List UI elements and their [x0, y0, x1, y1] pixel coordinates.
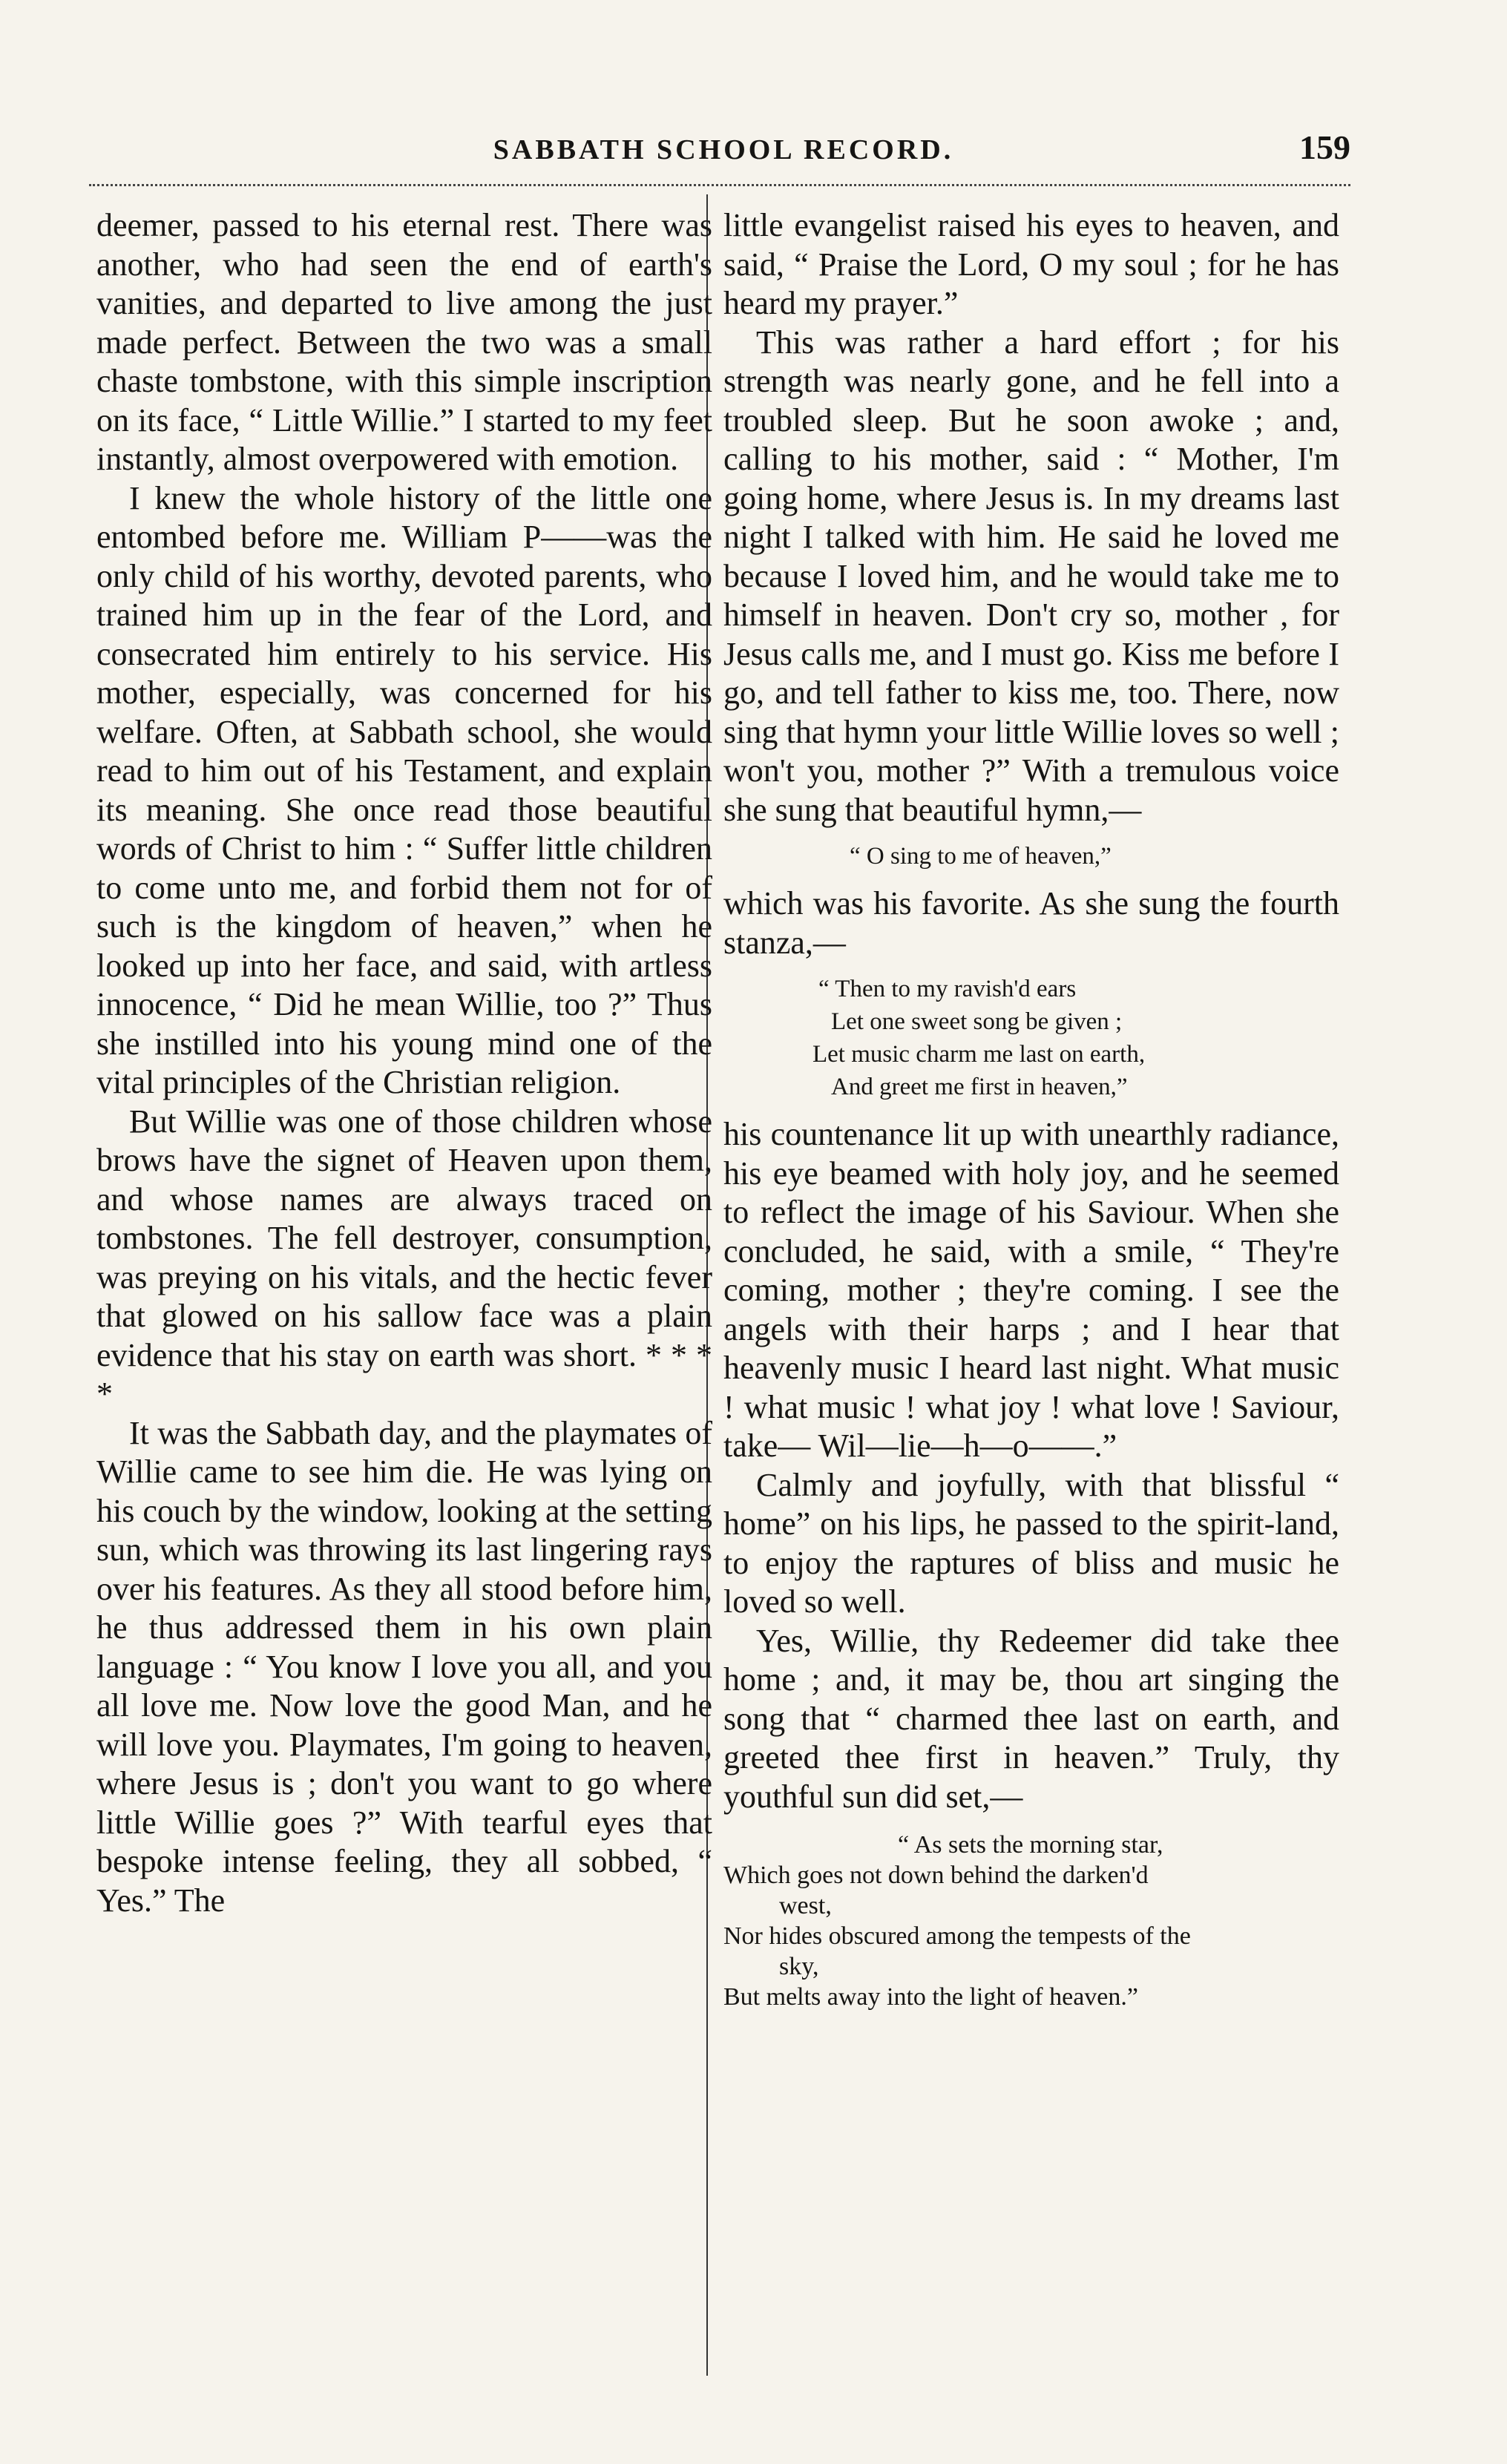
paragraph: which was his favorite. As she sung the fourth stanza,—: [723, 885, 1339, 961]
page-header: [96, 128, 1350, 178]
paragraph: But Willie was one of those children whose brows have the signet of Heaven upon them, and whose names are always traced on tombstones. The fell destroyer, consumption, was preying on his vitals, and the hectic fever that glowed on his sallow face was a plain evidence that his stay on earth was short. * * * *: [96, 1103, 712, 1412]
poem-line: sky,: [779, 1953, 819, 1980]
poem-line: west,: [779, 1892, 832, 1919]
poem-line: But melts away into the light of heaven.”: [723, 1983, 1138, 2011]
verse-line: And greet me first in heaven,”: [831, 1074, 1128, 1100]
verse-line: “ Then to my ravish'd ears: [818, 976, 1077, 1002]
left-column: [96, 206, 712, 1920]
hymn-quote: [723, 840, 1339, 873]
paragraph: Yes, Willie, thy Redeemer did take thee home ; and, it may be, thou art singing the song that “ charmed thee last on earth, and greeted thee first in heaven.” Truly, thy youthful sun did set,—: [723, 1622, 1339, 1815]
header-rule: [89, 184, 1350, 186]
poem-line: Which goes not down behind the darken'd: [723, 1862, 1149, 1889]
poem-line: Nor hides obscured among the tempests of the: [723, 1922, 1191, 1950]
closing-poem: [723, 1830, 1339, 2012]
paragraph: It was the Sabbath day, and the playmates of Willie came to see him die. He was lying on his couch by the window, looking at the setting sun, which was throwing its last lingering rays over his features. As they all stood before him, he thus addressed them in his own plain language : “ You know I love you all, and you all love me. Now love the good Man, and he will love you. Playmates, I'm going to heaven, where Jesus is ; don't you want to go where little Willie goes ?” With tearful eyes that bespoke intense feeling, they all sobbed, “ Yes.” The: [96, 1414, 712, 1919]
right-column: [723, 206, 1339, 2012]
paragraph: Calmly and joyfully, with that blissful “ home” on his lips, he passed to the spirit-land, to enjoy the raptures of bliss and music he loved so well.: [723, 1466, 1339, 1620]
hymn-stanza: [723, 973, 1339, 1103]
paragraph: I knew the whole history of the little one entombed before me. William P——was the only child of his worthy, devoted parents, who trained him up in the fear of the Lord, and consecrated him entirely to his service. His mother, especially, was concerned for his welfare. Often, at Sabbath school, she would read to him out of his Testament, and explain its meaning. She once read those beautiful words of Christ to him : “ Suffer little children to come unto me, and forbid them not for of such is the kingdom of heaven,” when he looked up into her face, and said, with artless innocence, “ Did he mean Willie, too ?” Thus she instilled into his young mind one of the vital principles of the Christian religion.: [96, 479, 712, 1100]
paragraph: his countenance lit up with unearthly radiance, his eye beamed with holy joy, and he seemed to reflect the image of his Saviour. When she concluded, he said, with a smile, “ They're coming, mother ; they're coming. I see the angels with their harps ; and I hear that heavenly music I heard last night. What music ! what music ! what joy ! what love ! Saviour, take— Wil—lie—h—o——.”: [723, 1116, 1339, 1464]
paragraph: little evangelist raised his eyes to heaven, and said, “ Praise the Lord, O my soul ; for he has heard my prayer.”: [723, 207, 1339, 321]
verse-line: Let one sweet song be given ;: [831, 1008, 1123, 1035]
running-title: SABBATH SCHOOL RECORD.: [493, 134, 954, 165]
paragraph: deemer, passed to his eternal rest. There was another, who had seen the end of earth's vanities, and departed to live among the just made perfect. Between the two was a small chaste tombstone, with this simple inscription on its face, “ Little Willie.” I started to my feet instantly, almost overpowered with emotion.: [96, 207, 712, 477]
paragraph: This was rather a hard effort ; for his strength was nearly gone, and he fell into a troubled sleep. But he soon awoke ; and, calling to his mother, said : “ Mother, I'm going home, where Jesus is. In my dreams last night I talked with him. He said he loved me because I loved him, and he would take me to himself in heaven. Don't cry so, mother , for Jesus calls me, and I must go. Kiss me before I go, and tell father to kiss me, too. There, now sing that hymn your little Willie loves so well ; won't you, mother ?” With a tremulous voice she sung that beautiful hymn,—: [723, 323, 1339, 828]
verse-line: Let music charm me last on earth,: [812, 1041, 1146, 1068]
poem-line: “ As sets the morning star,: [898, 1831, 1163, 1859]
verse-line: “ O sing to me of heaven,”: [850, 843, 1112, 870]
page-number: 159: [1299, 128, 1350, 166]
